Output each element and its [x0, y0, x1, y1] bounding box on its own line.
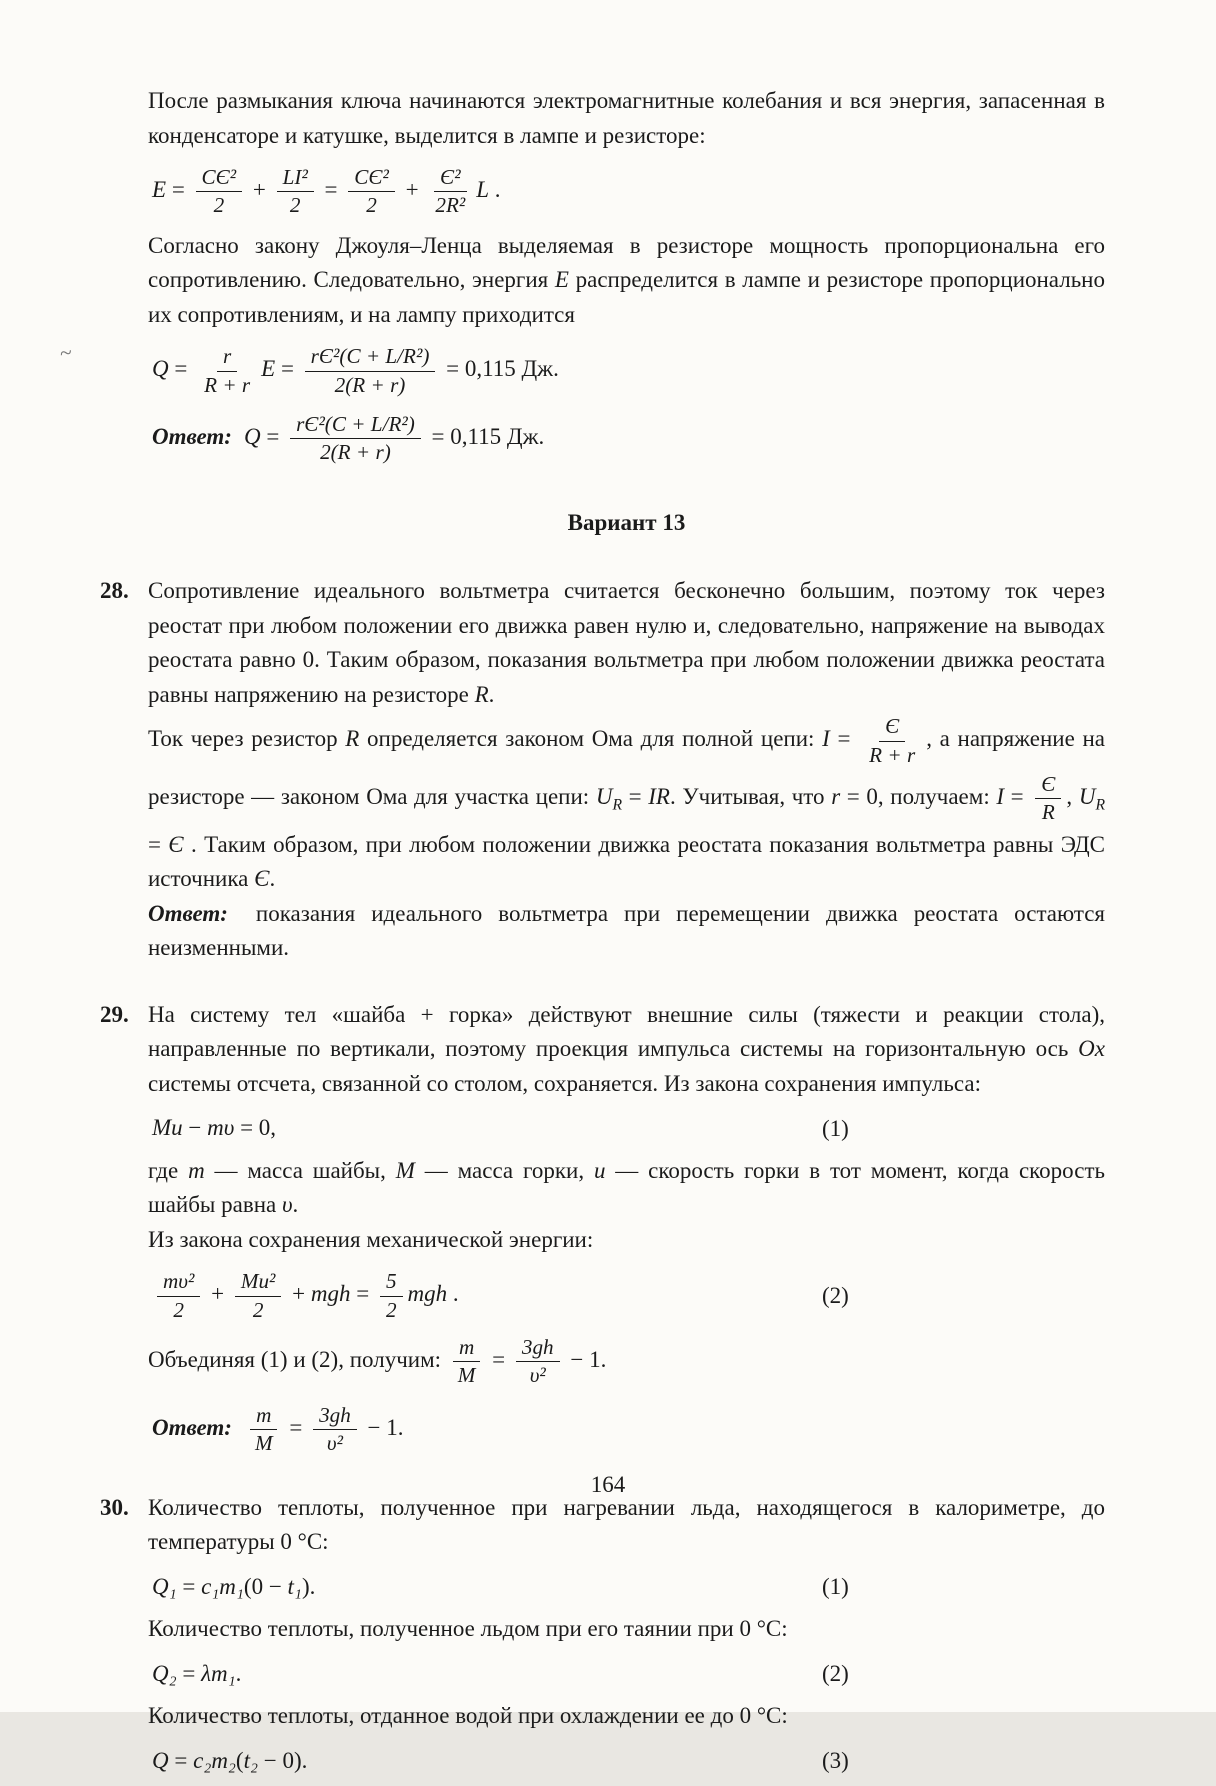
- equation-number: (1): [822, 1115, 849, 1141]
- math-variable: I: [822, 726, 830, 752]
- fraction-numerator: mυ²: [157, 1269, 200, 1296]
- formula: [152, 1574, 315, 1599]
- fraction: [290, 412, 421, 466]
- math-variable: E: [261, 356, 276, 382]
- text-run: .: [292, 1192, 299, 1218]
- math-variable: E: [554, 267, 569, 293]
- math-variable: Q₁: [152, 1573, 177, 1599]
- equation-number: (1): [822, 1573, 849, 1599]
- fraction-denominator: R: [1041, 800, 1055, 825]
- fraction-numerator: 5: [380, 1269, 403, 1296]
- fraction-denominator: 2(R + r): [334, 372, 406, 397]
- paragraph: Количество теплоты, полученное при нагревании льда, находящегося в калориметре, до температуры 0 °C:: [148, 1494, 1105, 1554]
- text-run: Объединяя (1) и (2), получим:: [148, 1347, 447, 1373]
- formula: [152, 344, 559, 397]
- math-variable: Q₂: [152, 1660, 177, 1686]
- problem-body: [148, 998, 1105, 1459]
- math-variable: L: [476, 177, 490, 203]
- problem-number: 29.: [100, 1001, 129, 1027]
- paragraph: [148, 1154, 1105, 1223]
- fraction-denominator: 2(R + r): [320, 440, 391, 465]
- text-run: где: [148, 1157, 189, 1183]
- answer-label: Ответ:: [152, 1414, 232, 1440]
- text-run: , а напряжение на резисторе — законом Ома для участка цепи:: [148, 726, 1105, 810]
- math-variable: Q: [152, 1747, 169, 1773]
- fraction: [863, 714, 921, 768]
- text-run: . Таким образом, при любом положении движка реостата показания вольтметра равны ЭДС источника: [148, 831, 1105, 892]
- fraction: [277, 165, 314, 219]
- formula: [243, 412, 545, 465]
- paragraph: [148, 229, 1105, 333]
- fraction-numerator: rЄ²(C + L/R²): [305, 344, 436, 371]
- text-run: =: [486, 1347, 511, 1373]
- variant-heading: Вариант 13: [567, 509, 686, 535]
- text-run: =: [148, 831, 169, 857]
- fraction: [313, 1403, 357, 1457]
- fraction-denominator: 2: [366, 193, 377, 218]
- equation-2: [148, 1267, 1105, 1325]
- math-variable: Q: [152, 356, 169, 382]
- equation-1: [148, 1111, 1105, 1146]
- page-number: 164: [590, 1472, 626, 1497]
- text-run: − 1.: [361, 1414, 404, 1440]
- text-run: −: [182, 1115, 208, 1141]
- text-run: =: [621, 784, 649, 810]
- formula: [152, 1748, 307, 1773]
- text-run: +: [205, 1281, 230, 1307]
- math-variable: mgh: [310, 1281, 351, 1307]
- math-variable: U: [1078, 784, 1096, 810]
- text-run: +: [286, 1281, 311, 1307]
- text-run: = 0,115 Дж.: [425, 424, 545, 450]
- equation-heat-share: [148, 342, 1105, 400]
- text-run: ).: [301, 1573, 316, 1599]
- math-variable: U: [595, 784, 613, 810]
- text-run: =: [829, 726, 859, 752]
- fraction-numerator: rЄ²(C + L/R²): [290, 412, 421, 439]
- problem-29: [100, 998, 1105, 1459]
- math-variable: t₁: [287, 1573, 302, 1599]
- text-run: =: [260, 424, 286, 450]
- fraction-denominator: M: [254, 1431, 273, 1456]
- math-variable: Q: [243, 424, 261, 450]
- text-run: .: [447, 1281, 459, 1307]
- text-run: =: [168, 356, 194, 382]
- math-variable: R: [345, 726, 360, 752]
- answer-line: [148, 897, 1105, 966]
- margin-pencil-mark: ~: [58, 339, 74, 366]
- text-run: ,: [1066, 784, 1079, 810]
- fraction-denominator: 2: [385, 1297, 397, 1322]
- math-variable: Mu: [152, 1115, 183, 1141]
- math-variable: c₁m₁: [201, 1573, 244, 1599]
- text-run: — скорость горки в тот момент, когда скорость шайбы равна: [148, 1157, 1105, 1218]
- math-subscript: R: [612, 796, 622, 814]
- formula: [244, 1402, 404, 1456]
- equation-2: [148, 1657, 1105, 1692]
- math-variable: R: [474, 681, 489, 707]
- fraction-denominator: R + r: [869, 742, 916, 767]
- math-variable: mgh: [407, 1281, 448, 1307]
- fraction-denominator: 2: [289, 193, 301, 218]
- equation-number: (2): [822, 1282, 849, 1308]
- text-run: − 1.: [564, 1347, 607, 1373]
- fraction: [198, 344, 256, 398]
- text-run: = 0, получаем:: [840, 784, 997, 810]
- text-run: (: [235, 1747, 244, 1773]
- text-run: = 0,115 Дж.: [440, 356, 559, 382]
- problem-body: [148, 574, 1105, 966]
- page-content: [100, 84, 1105, 1786]
- equation-number: (3): [822, 1747, 849, 1773]
- problem-28: [100, 574, 1105, 966]
- fraction-numerator: r: [217, 344, 237, 371]
- fraction-numerator: LI²: [277, 165, 314, 192]
- text-run: . Учитывая, что: [669, 784, 832, 810]
- text-run: =: [1004, 784, 1031, 810]
- paragraph: После размыкания ключа начинаются электромагнитные колебания и вся энергия, запасенная в конденсаторе и катушке, выделится в лампе и резисторе:: [148, 88, 1105, 148]
- problem-number: 30.: [100, 1494, 129, 1520]
- paragraph: [148, 712, 1105, 897]
- text-run: — масса шайбы,: [204, 1157, 396, 1183]
- fraction-denominator: M: [457, 1363, 476, 1388]
- text-run: − 0).: [257, 1747, 308, 1773]
- math-variable: u: [593, 1157, 606, 1183]
- text-run: Согласно закону Джоуля–Ленца выделяемая в резисторе мощность пропорциональна его сопротивлению. Следовательно, энергия: [148, 232, 1105, 293]
- text-run: =: [176, 1660, 202, 1686]
- text-run: определяется законом Ома для полной цепи:: [359, 726, 823, 752]
- answer-label: Ответ:: [148, 900, 228, 926]
- fraction: [235, 1269, 282, 1323]
- fraction: [380, 1269, 403, 1323]
- fraction: [157, 1269, 200, 1323]
- text-run: .: [489, 177, 501, 203]
- fraction: [452, 1335, 482, 1389]
- problem-number: 28.: [100, 578, 129, 604]
- math-variable: c₂m₂: [193, 1747, 236, 1773]
- math-variable: r: [831, 784, 841, 810]
- fraction-denominator: 2R²: [435, 193, 466, 218]
- subscripted-variable: [1078, 784, 1105, 814]
- fraction-denominator: 2: [213, 193, 225, 218]
- equation-number: (2): [822, 1660, 849, 1686]
- fraction-denominator: 2: [252, 1297, 264, 1322]
- solution-continuation: [148, 84, 1105, 468]
- text-run: На систему тел «шайба + горка» действуют внешние силы (тяжести и реакции стола), направленные по вертикали, поэтому проекция импульса системы на горизонтальную ось: [148, 1001, 1105, 1062]
- text-run: =: [318, 177, 344, 203]
- text-run: Сопротивление идеального вольтметра считается бесконечно большим, поэтому ток через реостат при любом положении его движка равен нулю и, следовательно, напряжение на выводах реостата равно 0. Таким образом, показания вольтметра при любом положении движка реостата равны напряжению на резисторе: [148, 578, 1105, 707]
- fraction-numerator: 3gh: [516, 1335, 560, 1362]
- math-variable: λm₁: [201, 1660, 236, 1686]
- math-variable: I: [996, 784, 1005, 810]
- fraction-numerator: Є: [879, 714, 905, 741]
- math-variable: t₂: [243, 1747, 258, 1773]
- problem-30: [100, 1491, 1105, 1779]
- math-variable: M: [395, 1157, 415, 1183]
- text-run: .: [488, 681, 495, 707]
- math-variable: Ox: [1078, 1036, 1105, 1062]
- math-variable: IR: [648, 784, 670, 810]
- fraction-numerator: 3gh: [313, 1403, 357, 1430]
- fraction: [305, 344, 436, 398]
- text-run: = 0,: [234, 1115, 277, 1141]
- text-run: =: [350, 1281, 375, 1307]
- answer-line: [148, 410, 1105, 468]
- math-variable: m: [188, 1157, 205, 1183]
- paragraph: [148, 998, 1105, 1102]
- fraction-numerator: Є: [1035, 772, 1061, 799]
- fraction-denominator: υ²: [326, 1431, 343, 1456]
- text-run: =: [168, 1747, 194, 1773]
- paragraph: [148, 1333, 1105, 1391]
- math-variable: υ: [281, 1192, 293, 1218]
- fraction-numerator: Mu²: [235, 1269, 282, 1296]
- formula: [152, 165, 501, 218]
- fraction: [249, 1403, 279, 1457]
- formula: [152, 1661, 241, 1686]
- fraction: [196, 165, 243, 219]
- fraction: [516, 1335, 560, 1389]
- text-run: =: [166, 177, 191, 203]
- paragraph: [148, 574, 1105, 712]
- text-run: =: [283, 1414, 309, 1440]
- problem-body: [148, 1491, 1105, 1779]
- math-variable: mυ: [207, 1115, 235, 1141]
- fraction: [429, 165, 471, 219]
- paragraph: Количество теплоты, полученное льдом при его таянии при 0 °C:: [148, 1616, 788, 1641]
- subscripted-variable: [595, 784, 622, 814]
- text-run: +: [247, 177, 272, 203]
- equation-3: [148, 1744, 1105, 1779]
- text-run: Ток через резистор: [148, 726, 346, 752]
- fraction-numerator: m: [250, 1403, 277, 1430]
- paragraph: Из закона сохранения механической энергии:: [148, 1226, 594, 1252]
- fraction-numerator: CЄ²: [348, 165, 395, 192]
- fraction-denominator: υ²: [529, 1363, 546, 1388]
- text-run: =: [275, 356, 300, 382]
- fraction-numerator: m: [453, 1335, 480, 1362]
- math-variable: E: [152, 177, 167, 203]
- fraction-numerator: Є²: [434, 165, 467, 192]
- math-variable: Є: [168, 831, 184, 857]
- math-subscript: R: [1095, 796, 1105, 814]
- text-run: системы отсчета, связанной со столом, сохраняется. Из закона сохранения импульса:: [148, 1070, 981, 1096]
- math-variable: Є: [254, 866, 270, 892]
- fraction: [1035, 772, 1061, 826]
- fraction-denominator: 2: [173, 1297, 184, 1322]
- text-run: распределится в лампе и резисторе пропорционально их сопротивлениям, и на лампу приходится: [148, 267, 1105, 327]
- answer-text: показания идеального вольтметра при перемещении движка реостата остаются неизменными.: [148, 900, 1105, 961]
- equation-energy: [148, 163, 1105, 221]
- formula: [152, 1269, 459, 1322]
- fraction: [348, 165, 395, 219]
- text-run: .: [269, 866, 276, 892]
- fraction-denominator: R + r: [204, 372, 251, 397]
- formula: [152, 1115, 276, 1140]
- answer-label: Ответ:: [152, 424, 232, 450]
- text-run: — масса горки,: [414, 1157, 594, 1183]
- fraction-numerator: CЄ²: [196, 165, 243, 192]
- paragraph: Количество теплоты, отданное водой при охлаждении ее до 0 °C:: [148, 1703, 788, 1728]
- equation-1: [148, 1570, 1105, 1605]
- text-run: +: [399, 177, 425, 203]
- text-run: (0 −: [243, 1573, 288, 1599]
- answer-line: [148, 1401, 1105, 1459]
- text-run: .: [235, 1660, 242, 1686]
- text-run: =: [176, 1573, 202, 1599]
